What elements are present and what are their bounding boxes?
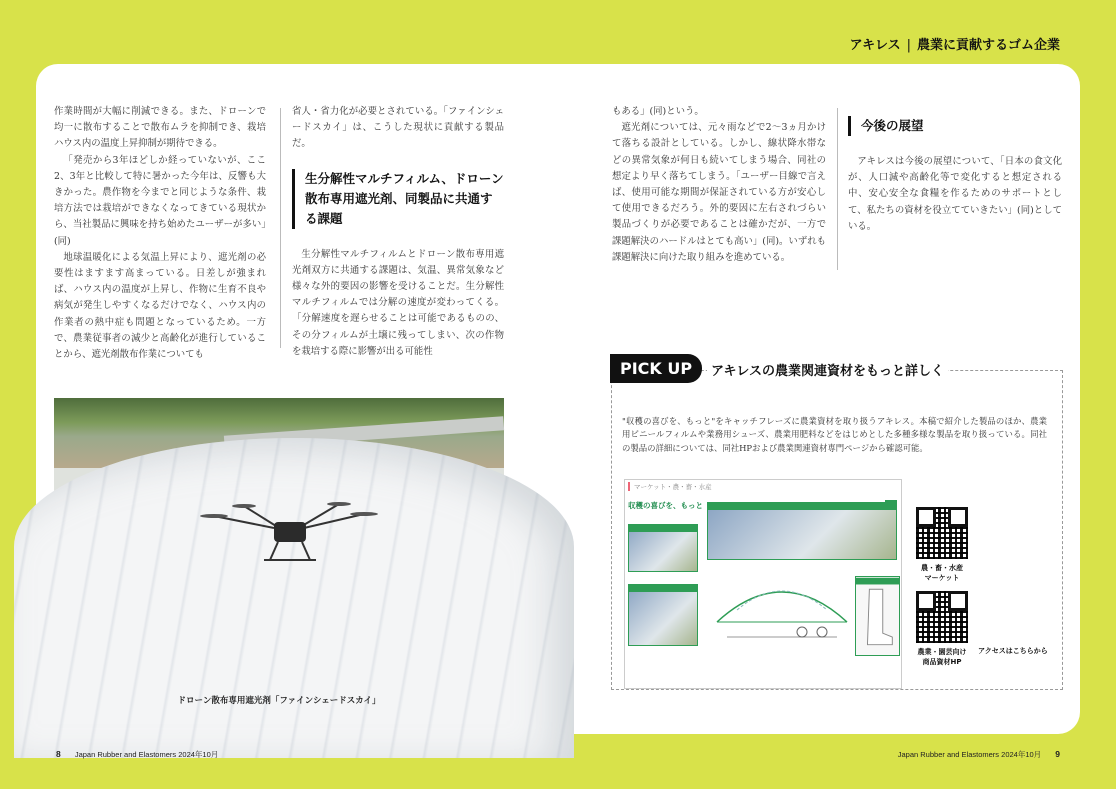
pickup-box <box>611 370 1063 690</box>
site-tile <box>707 502 897 560</box>
section-heading-biodegradable: 生分解性マルチフィルム、ドローン散布専用遮光剤、同製品に共通する課題 <box>292 169 504 229</box>
header-company: アキレス <box>849 38 901 53</box>
text-column-2 <box>292 104 504 357</box>
boot-icon <box>856 577 899 655</box>
greenhouse-sketch-icon <box>707 562 857 652</box>
text-column-4 <box>848 104 1062 244</box>
paragraph: もある」(同)という。 <box>612 106 704 117</box>
text-column-3 <box>612 104 826 284</box>
column-divider <box>280 108 281 348</box>
header-title: 農業に貢献するゴム企業 <box>916 38 1060 53</box>
site-heading: 収穫の喜びを、もっと <box>628 501 703 510</box>
footer-right <box>898 749 1060 760</box>
pickup-section <box>611 354 1063 690</box>
paragraph: 「発売から3年ほどしか経っていないが、ここ2、3年と比較して特に暑かった今年は、反響も大きかった。農作物を今までと同じような条件、栽培方法では栽培ができなくなってきている現状から、当社製品に興味を持ち始めたユーザーが多い」(同) <box>54 154 266 247</box>
publication-right: Japan Rubber and Elastomers 2024年10月 <box>897 750 1042 759</box>
qr-label-market: 農・畜・水産 マーケット <box>921 564 963 582</box>
drone-greenhouse-photo <box>54 398 504 686</box>
paragraph: 遮光剤については、元々雨などで2〜3ヵ月かけて落ちる設計としている。しかし、線状降水帯などの異常気象が何日も続いてしまう場合、同社の想定より早く落ちてしまう。「ユーザー目線で言えば、使用可能な期間が保証されている方が安心して使用できるだろう。外的要因に左右されづらい製品づくりが必要であることは確かだが、一方で課題解決のハードルはとても高い」(同)。いずれも課題解決に向けた取り組みを進めている。 <box>612 122 826 263</box>
qr-access-note: アクセスはこちらから <box>978 647 1048 655</box>
running-header <box>850 34 1060 53</box>
paragraph: アキレスは今後の展望について、「日本の食文化が、人口減や高齢化等で変化すると想定される中、安心安全な食糧を作るためのサポートとして、私たちの資材を役立てていきたい」(同)としている。 <box>848 156 1062 232</box>
text-column-1 <box>54 104 266 361</box>
photo-caption: ドローン散布専用遮光剤「ファインシェードスカイ」 <box>177 696 381 706</box>
qr-code-market[interactable] <box>916 507 968 559</box>
qr-label-agri-hp: 農業・園芸向け 商品資材HP <box>917 648 967 666</box>
pickup-tag: PICK UP <box>610 354 702 383</box>
site-tile <box>628 524 698 572</box>
page-number-right: 9 <box>1055 749 1060 759</box>
paragraph: 作業時間が大幅に削減できる。また、ドローンで均一に散布することで散布ムラを抑制でき、栽培ハウス内の温度上昇抑制が期待できる。 <box>54 106 266 150</box>
paragraph: 地球温暖化による気温上昇により、遮光剤の必要性はますます高まっている。日差しが強まれば、ハウス内の温度が上昇し、作物に生育不良や病気が発生しやすくなるだけでなく、ハウス内の作業者の熱中症も問題となっているため。一方で、農業従事者の減少と高齢化が進行していることから、遮光剤散布作業についても <box>54 251 266 361</box>
boot-product-tile <box>855 576 900 656</box>
section-heading-outlook: 今後の展望 <box>848 116 1062 136</box>
qr-code-agri-hp[interactable] <box>916 591 968 643</box>
paragraph: 省人・省力化が必要とされている。「ファインシェードスカイ」は、こうした現状に貢献する製品だ。 <box>292 106 504 150</box>
pickup-text: "収穫の喜びを、もっと"をキャッチフレーズに農業資材を取り扱うアキレス。本稿で紹介した製品のほか、農業用ビニールフィルムや業務用シューズ、農業用肥料などをはじめとした多種多様な製品を取り扱っている。同社の製品の詳細については、同社HPおよび農業関連資材専門ページから確認可能。 <box>622 416 1047 453</box>
footer-left <box>56 749 218 760</box>
site-breadcrumb: マーケット・農・畜・水産 <box>628 482 712 491</box>
site-tile <box>628 584 698 646</box>
paragraph: 生分解性マルチフィルムとドローン散布専用遮光剤双方に共通する課題は、気温、異常気象など様々な外的要因の影響を受けることだ。生分解性マルチフィルムでは分解の速度が変わってくる。「分解速度を遅らせることは可能であるものの、その分フィルムが土壌に残ってしまい、次の作物を栽培する際に影響が出る可能性 <box>292 248 504 357</box>
header-separator: | <box>906 38 911 53</box>
column-divider <box>837 108 838 270</box>
website-screenshot <box>624 479 902 689</box>
article-page <box>36 64 1080 734</box>
greenhouse-tunnel <box>14 438 574 758</box>
publication-left: Japan Rubber and Elastomers 2024年10月 <box>74 750 219 759</box>
pickup-title: アキレスの農業関連資材をもっと詳しく <box>707 360 948 379</box>
drone-icon <box>204 498 374 568</box>
page-number-left: 8 <box>56 749 61 759</box>
